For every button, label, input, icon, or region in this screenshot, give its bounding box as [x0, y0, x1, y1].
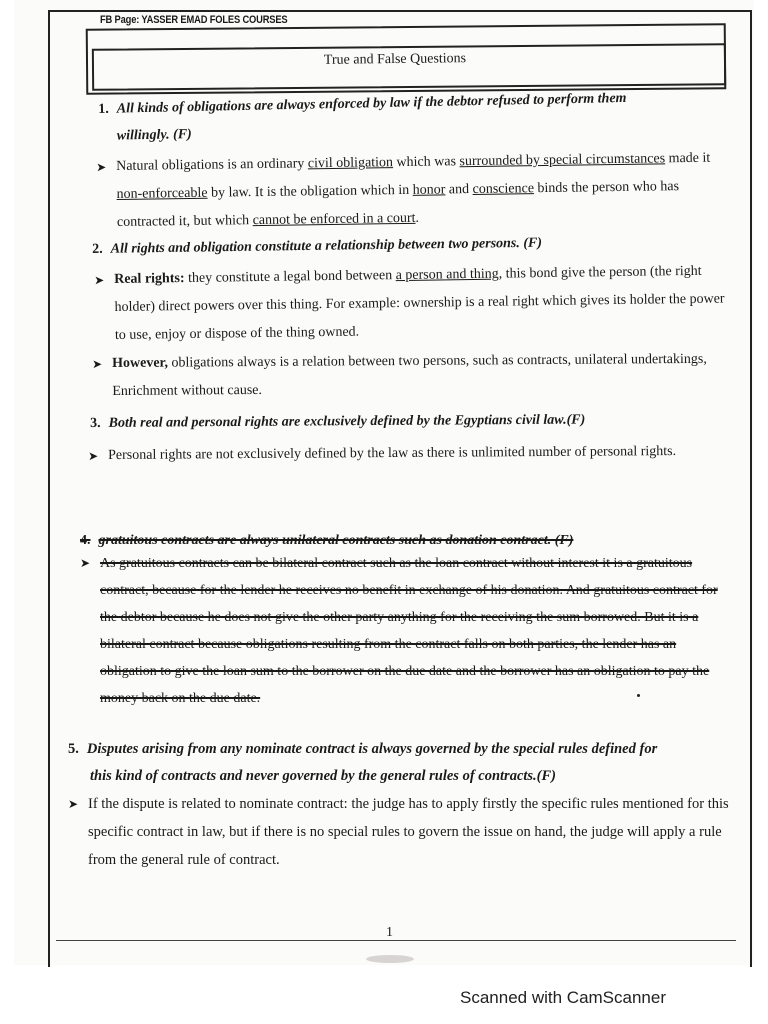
- question-number: 2.: [92, 241, 103, 257]
- question-number: 5.: [68, 741, 79, 757]
- text-segment: made it: [665, 150, 711, 167]
- question-number: 4.: [80, 533, 91, 548]
- answer-1-1: [96, 144, 729, 237]
- underlined-phrase: conscience: [472, 181, 535, 198]
- text-segment: Personal rights are not exclusively defined by the law as there is unlimited number of personal rights.: [108, 444, 677, 463]
- footer-divider: [56, 940, 736, 941]
- footer-logo-smudge: [366, 955, 414, 963]
- text-segment: If the dispute is related to nominate contract: the judge has to apply firstly the specific rules mentioned for this specific contract in law, but if there is no special rules to govern the issue on hand, the judge will apply a rule from the general rule of contract.: [88, 796, 729, 868]
- question-5: [68, 736, 738, 790]
- question-statement: All kinds of obligations are always enforced by law if the debtor refused to perform them: [116, 90, 627, 117]
- underlined-phrase: honor: [412, 182, 446, 198]
- answer-text: [112, 352, 707, 399]
- bullet-arrow-icon: ➤: [96, 160, 107, 175]
- answer-3-1: [88, 438, 720, 470]
- question-number: 1.: [98, 101, 109, 117]
- text-segment: binds the person who has contracted it, but which: [116, 179, 680, 230]
- text-segment: and: [445, 182, 473, 198]
- answer-2-2: [92, 346, 724, 406]
- underlined-phrase: non-enforceable: [116, 185, 208, 202]
- text-segment: they constitute a legal bond between: [184, 268, 396, 287]
- question-statement: Both real and personal rights are exclusively defined by the Egyptians civil law.(F): [108, 412, 586, 431]
- answer-4-1-struck: [80, 550, 728, 712]
- text-segment: Natural obligations is an ordinary: [116, 156, 308, 174]
- question-statement-cont: willingly. (F): [116, 127, 192, 144]
- fb-page-header: FB Page: YASSER EMAD FOLES COURSES: [100, 14, 288, 26]
- bold-lead-term: Real rights:: [114, 271, 185, 287]
- answer-text: [116, 151, 710, 230]
- question-statement: All rights and obligation constitute a relationship between two persons. (F): [110, 235, 543, 257]
- question-statement: gratuitous contracts are always unilateral contracts such as donation contract. (F): [98, 533, 574, 548]
- bullet-arrow-icon: ➤: [94, 273, 105, 288]
- question-statement: Disputes arising from any nominate contract is always governed by the special rules defined for: [86, 741, 658, 757]
- text-segment: by law. It is the obligation which in: [207, 182, 413, 201]
- camscanner-watermark: Scanned with CamScanner: [460, 988, 667, 1007]
- text-segment: , this bond give the person (the right holder) direct powers over this thing. For example: ownership is a real right which gives its holder the power to use, enjoy or dispose of the thing owned.: [114, 263, 725, 343]
- underlined-phrase: surrounded by special circumstances: [459, 151, 666, 170]
- question-number: 3.: [90, 415, 101, 431]
- underlined-phrase: civil obligation: [307, 155, 394, 172]
- text-segment: which was: [392, 154, 460, 171]
- bold-lead-term: However,: [112, 355, 169, 371]
- text-segment: obligations always is a relation between two persons, such as contracts, unilateral undertakings, Enrichment without cause.: [112, 351, 707, 399]
- answer-2-1: [94, 257, 727, 350]
- answer-text: [114, 264, 725, 343]
- answer-5-1: [68, 790, 734, 874]
- answer-text: [100, 556, 718, 706]
- answer-text: [88, 796, 729, 868]
- question-statement-cont: this kind of contracts and never governed by the general rules of contracts.(F): [90, 768, 557, 784]
- text-segment: As gratuitous contracts can be bilateral contract such as the loan contract without interest it is a gratuitous contract, because for the lender he receives no benefit in exchange of his donation. And gratuitous contract for the debtor because he does not give the other party anything for the receiving the sum borrowed. But it is a bilateral contract because obligations resulting from the contract falls on both parties, the lender has an obligation to give the loan sum to the borrower on the due date and the borrower has an obligation to pay the money back on the due date.: [100, 556, 718, 706]
- answer-text: [108, 444, 676, 463]
- underlined-phrase: a person and thing: [395, 266, 499, 284]
- bullet-arrow-icon: ➤: [92, 357, 103, 372]
- bullet-arrow-icon: ➤: [80, 556, 91, 570]
- bullet-arrow-icon: ➤: [88, 449, 99, 464]
- stray-dot: [637, 694, 640, 697]
- page-title: True and False Questions: [323, 51, 467, 68]
- page-number: 1: [386, 925, 393, 940]
- bullet-arrow-icon: ➤: [68, 797, 79, 811]
- underlined-phrase: cannot be enforced in a court: [252, 210, 416, 229]
- question-3: [90, 406, 730, 437]
- text-segment: .: [415, 210, 420, 226]
